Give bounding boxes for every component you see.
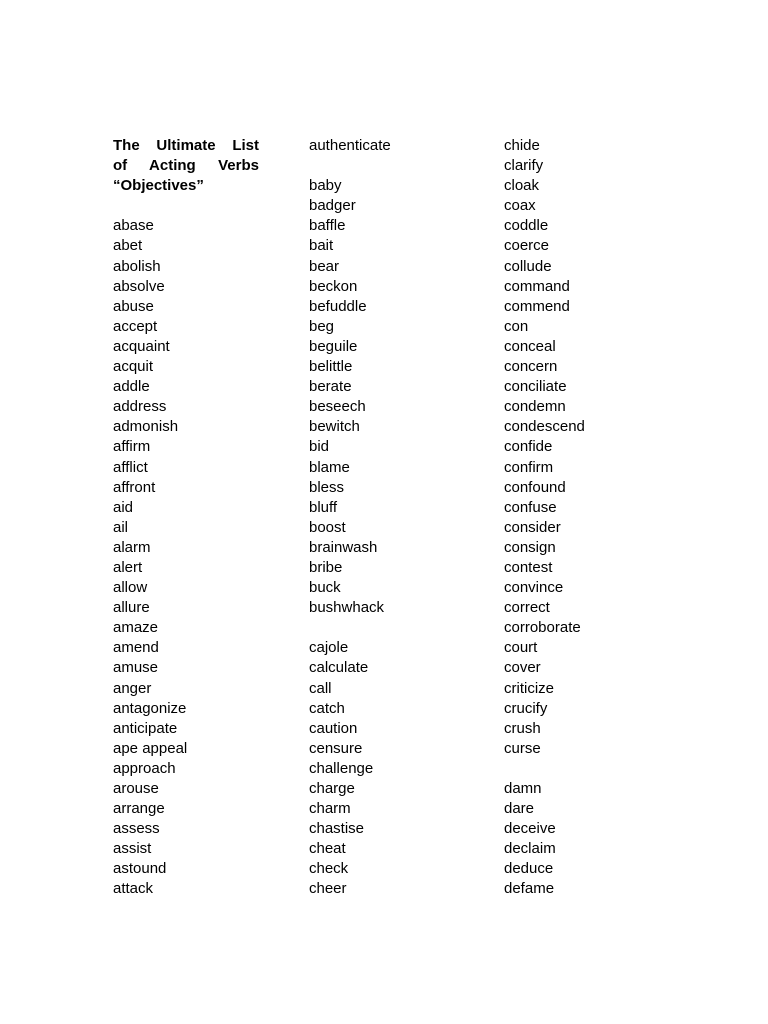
- verb-item: arrange: [113, 800, 165, 818]
- verb-item: berate: [309, 378, 352, 396]
- verb-item: bear: [309, 257, 340, 275]
- verb-item: buck: [309, 579, 341, 597]
- verb-item: blame: [309, 458, 350, 476]
- verb-item: cajole: [309, 639, 349, 657]
- verb-item: abase: [113, 217, 154, 235]
- verb-item: antagonize: [113, 699, 187, 717]
- verb-item: bid: [309, 438, 330, 456]
- verb-item: [113, 196, 259, 216]
- title-line-2: of Acting Verbs: [113, 157, 259, 175]
- verb-item: anger: [113, 679, 152, 697]
- verb-item: confirm: [504, 458, 554, 476]
- verb-item: cover: [504, 659, 541, 677]
- verb-item: deceive: [504, 820, 556, 838]
- verb-item: address: [113, 398, 167, 416]
- verb-item: affront: [113, 478, 156, 496]
- verb-item: authenticate: [309, 137, 391, 154]
- verb-item: bewitch: [309, 418, 360, 436]
- verb-item: [309, 156, 499, 176]
- verb-item: convince: [504, 579, 564, 597]
- verb-item: cheat: [309, 840, 346, 858]
- verb-item: consign: [504, 538, 556, 556]
- verb-item: coax: [504, 197, 536, 215]
- verb-item: admonish: [113, 418, 179, 436]
- verb-item: collude: [504, 257, 552, 275]
- verb-item: [309, 618, 499, 638]
- verb-item: acquit: [113, 358, 154, 376]
- verb-item: consider: [504, 518, 561, 536]
- verb-item: abet: [113, 237, 143, 255]
- verb-item: affirm: [113, 438, 151, 456]
- verb-item: challenge: [309, 759, 374, 777]
- verb-item: beckon: [309, 277, 358, 295]
- verb-item: beg: [309, 317, 335, 335]
- verb-item: crucify: [504, 699, 548, 717]
- verb-item: call: [309, 679, 332, 697]
- verb-item: addle: [113, 378, 150, 396]
- verb-column-2: [309, 136, 499, 900]
- verb-item: bushwhack: [309, 599, 385, 617]
- verb-item: clarify: [504, 157, 544, 175]
- verb-item: astound: [113, 860, 167, 878]
- verb-item: corroborate: [504, 619, 581, 637]
- verb-item: aid: [113, 498, 134, 516]
- verb-item: coddle: [504, 217, 549, 235]
- verb-item: baffle: [309, 217, 346, 235]
- verb-item: absolve: [113, 277, 165, 295]
- verb-item: bribe: [309, 558, 343, 576]
- verb-column-3: [504, 136, 694, 900]
- verb-item: curse: [504, 739, 541, 757]
- verb-item: abolish: [113, 257, 161, 275]
- verb-item: arouse: [113, 780, 159, 797]
- verb-item: bait: [309, 237, 334, 255]
- verb-item: commend: [504, 297, 570, 315]
- verb-item: con: [504, 317, 529, 335]
- verb-item: chide: [504, 137, 540, 154]
- verb-item: assess: [113, 820, 160, 838]
- verb-item: approach: [113, 759, 176, 777]
- verb-item: condescend: [504, 418, 585, 436]
- title-line-3: “Objectives”: [113, 177, 204, 195]
- verb-item: dare: [504, 800, 535, 818]
- verb-item: boost: [309, 518, 346, 536]
- verb-item: cheer: [309, 880, 347, 898]
- verb-item: abuse: [113, 297, 154, 315]
- verb-item: coerce: [504, 237, 550, 255]
- verb-item: bluff: [309, 498, 338, 516]
- title-line-1: The Ultimate List: [113, 137, 259, 154]
- verb-item: attack: [113, 880, 154, 898]
- verb-item: alarm: [113, 538, 151, 556]
- verb-item: confuse: [504, 498, 557, 516]
- verb-item: brainwash: [309, 538, 378, 556]
- verb-item: defame: [504, 880, 555, 898]
- verb-item: criticize: [504, 679, 555, 697]
- verb-item: ail: [113, 518, 129, 536]
- verb-item: charge: [309, 780, 355, 797]
- verb-item: caution: [309, 719, 358, 737]
- verb-item: assist: [113, 840, 152, 858]
- verb-item: catch: [309, 699, 345, 717]
- verb-item: accept: [113, 317, 158, 335]
- verb-column-1: [113, 136, 259, 900]
- verb-item: cloak: [504, 177, 540, 195]
- verb-item: damn: [504, 780, 542, 797]
- verb-item: afflict: [113, 458, 148, 476]
- verb-item: correct: [504, 599, 550, 617]
- verb-item: allow: [113, 579, 148, 597]
- verb-item: baby: [309, 177, 342, 195]
- verb-item: condemn: [504, 398, 566, 416]
- verb-item: beguile: [309, 337, 358, 355]
- verb-item: alert: [113, 558, 143, 576]
- verb-item: bless: [309, 478, 345, 496]
- verb-item: contest: [504, 558, 553, 576]
- verb-item: declaim: [504, 840, 556, 858]
- verb-item: acquaint: [113, 337, 170, 355]
- verb-item: conceal: [504, 337, 556, 355]
- verb-item: chastise: [309, 820, 365, 838]
- verb-item: confound: [504, 478, 566, 496]
- verb-item: check: [309, 860, 349, 878]
- verb-item: charm: [309, 800, 351, 818]
- verb-item: belittle: [309, 358, 353, 376]
- verb-item: crush: [504, 719, 541, 737]
- verb-item: beseech: [309, 398, 366, 416]
- verb-item: confide: [504, 438, 553, 456]
- verb-item: [504, 759, 694, 779]
- verb-item: court: [504, 639, 538, 657]
- verb-item: concern: [504, 358, 558, 376]
- verb-item: censure: [309, 739, 363, 757]
- verb-item: deduce: [504, 860, 554, 878]
- verb-item: amend: [113, 639, 159, 657]
- verb-item: amuse: [113, 659, 159, 677]
- verb-item: amaze: [113, 619, 159, 637]
- verb-item: anticipate: [113, 719, 178, 737]
- verb-item: ape appeal: [113, 739, 188, 757]
- verb-item: badger: [309, 197, 356, 215]
- verb-item: conciliate: [504, 378, 567, 396]
- verb-item: calculate: [309, 659, 369, 677]
- verb-item: befuddle: [309, 297, 367, 315]
- verb-item: allure: [113, 599, 150, 617]
- verb-item: command: [504, 277, 570, 295]
